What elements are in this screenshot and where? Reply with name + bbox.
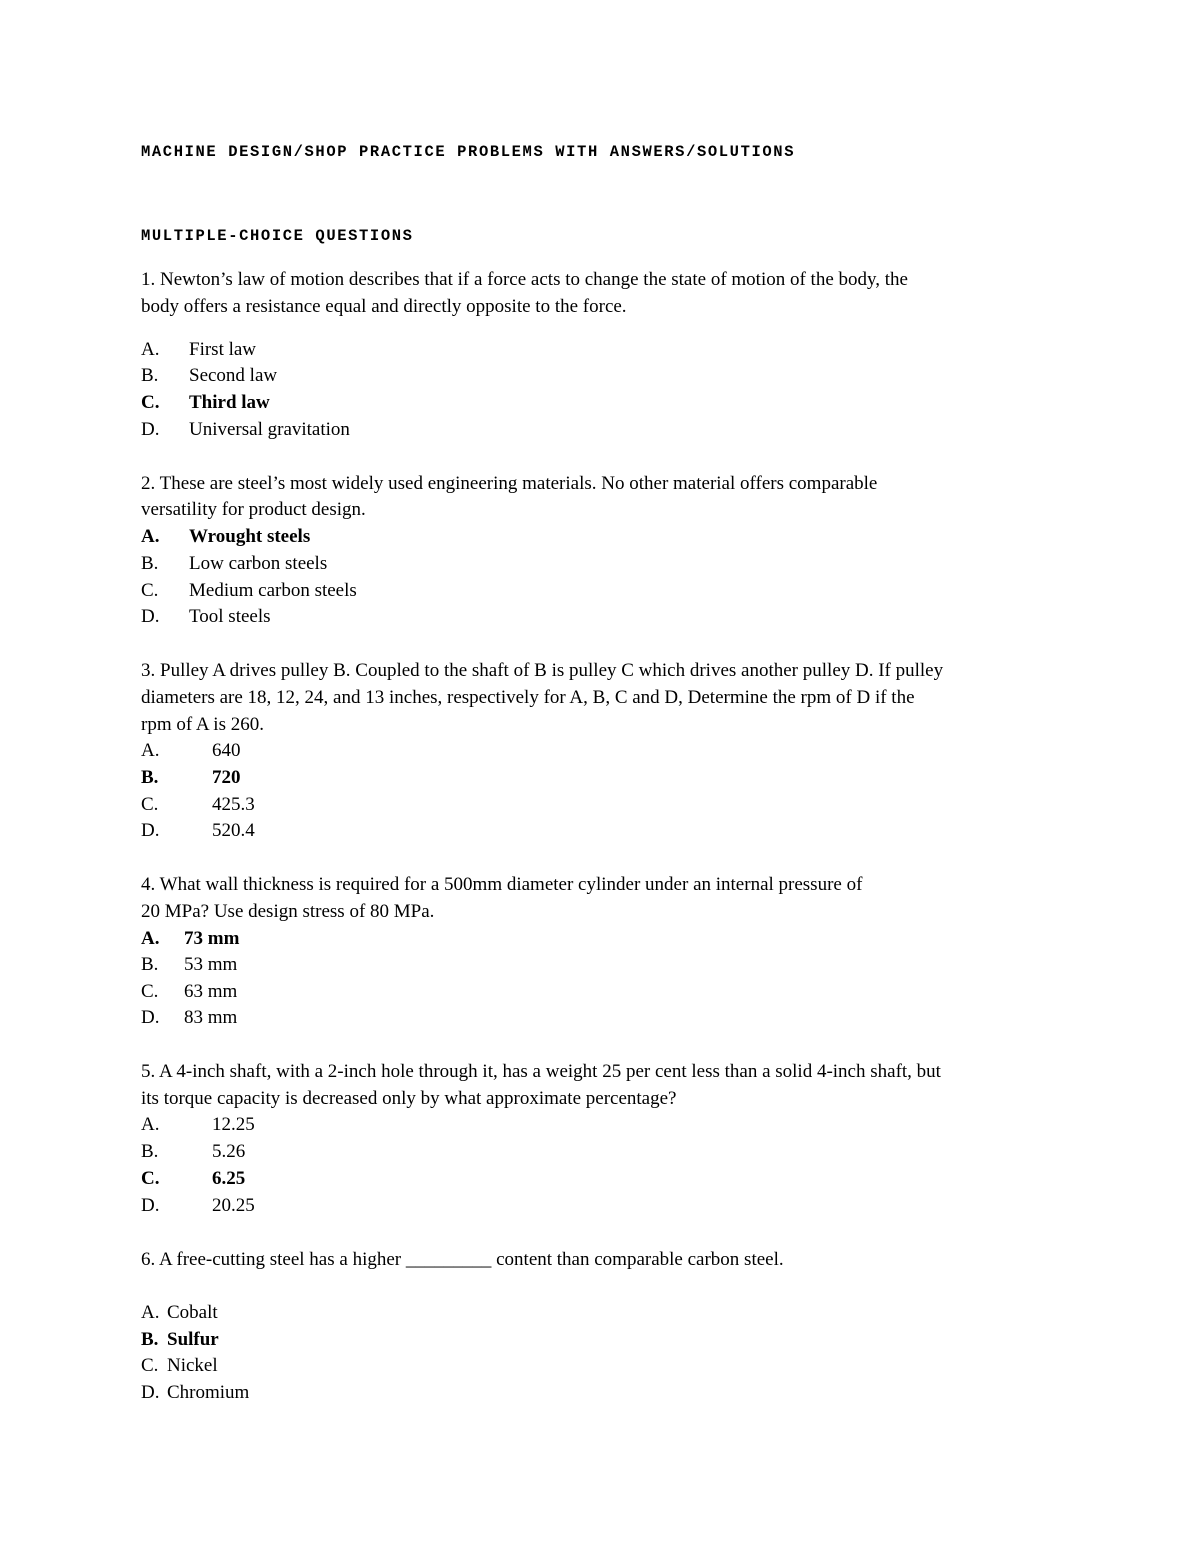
question-5-option-c-answer	[141, 1166, 245, 1192]
question-4-option-c	[141, 979, 237, 1005]
option-letter: D.	[141, 606, 160, 627]
option-text: Nickel	[167, 1355, 218, 1376]
question-4-option-d	[141, 1005, 237, 1031]
option-text: First law	[189, 339, 257, 360]
option-letter: C.	[141, 1168, 160, 1189]
option-letter: B.	[141, 1329, 159, 1350]
option-text: Universal gravitation	[189, 419, 350, 440]
option-letter: D.	[141, 1382, 160, 1403]
question-5-option-d	[141, 1193, 255, 1219]
option-text: Tool steels	[189, 606, 271, 627]
section-heading: MULTIPLE-CHOICE QUESTIONS	[141, 227, 414, 245]
option-text: 640	[212, 740, 241, 761]
option-text: 5.26	[212, 1141, 246, 1162]
question-5-option-a	[141, 1112, 255, 1138]
option-letter: A.	[141, 339, 160, 360]
question-4-option-a-answer	[141, 926, 239, 952]
question-6-option-b-answer	[141, 1327, 219, 1353]
document-title: MACHINE DESIGN/SHOP PRACTICE PROBLEMS WITH ANSWERS/SOLUTIONS	[141, 143, 796, 161]
option-text: 425.3	[212, 794, 255, 815]
option-letter: C.	[141, 794, 159, 815]
question-5-line-1: 5. A 4-inch shaft, with a 2-inch hole through it, has a weight 25 per cent less than a solid 4-inch shaft, but	[141, 1061, 941, 1082]
option-text: 6.25	[212, 1168, 246, 1189]
option-letter: C.	[141, 981, 159, 1002]
question-1-option-c-answer	[141, 390, 270, 416]
question-5-line-2: its torque capacity is decreased only by what approximate percentage?	[141, 1088, 677, 1109]
question-1-option-d	[141, 417, 350, 443]
question-2-option-c	[141, 578, 357, 604]
option-letter: A.	[141, 1302, 160, 1323]
option-text: Chromium	[167, 1382, 250, 1403]
question-3-line-3: rpm of A is 260.	[141, 714, 264, 735]
option-text: 20.25	[212, 1195, 255, 1216]
option-letter: D.	[141, 1195, 160, 1216]
option-letter: C.	[141, 1355, 159, 1376]
question-1-option-a	[141, 337, 256, 363]
question-2-line-2: versatility for product design.	[141, 499, 366, 520]
question-3-line-1: 3. Pulley A drives pulley B. Coupled to the shaft of B is pulley C which drives another pulley D. If pulley	[141, 660, 944, 681]
option-letter: B.	[141, 954, 159, 975]
option-letter: B.	[141, 1141, 159, 1162]
option-text: Second law	[189, 365, 278, 386]
option-text: Sulfur	[167, 1329, 219, 1350]
option-letter: D.	[141, 820, 160, 841]
option-text: 63 mm	[184, 981, 238, 1002]
option-text: 12.25	[212, 1114, 255, 1135]
option-letter: C.	[141, 580, 159, 601]
question-6-option-d	[141, 1380, 249, 1406]
question-4-line-1: 4. What wall thickness is required for a 500mm diameter cylinder under an internal pressure of	[141, 874, 863, 895]
question-5-option-b	[141, 1139, 245, 1165]
question-6-option-a	[141, 1300, 218, 1326]
question-1-line-1: 1. Newton’s law of motion describes that if a force acts to change the state of motion of the body, the	[141, 269, 908, 290]
question-4-option-b	[141, 952, 237, 978]
question-6-line-1: 6. A free-cutting steel has a higher _________ content than comparable carbon steel.	[141, 1249, 784, 1270]
question-2-option-b	[141, 551, 327, 577]
question-3-option-b-answer	[141, 765, 241, 791]
option-text: Third law	[189, 392, 270, 413]
question-1-option-b	[141, 363, 277, 389]
question-4-line-2: 20 MPa? Use design stress of 80 MPa.	[141, 901, 435, 922]
question-2-option-a-answer	[141, 524, 310, 550]
option-letter: A.	[141, 526, 160, 547]
question-3-option-c	[141, 792, 255, 818]
option-text: 73 mm	[184, 928, 240, 949]
option-letter: B.	[141, 767, 159, 788]
question-6-option-c	[141, 1353, 218, 1379]
option-text: 53 mm	[184, 954, 238, 975]
option-letter: C.	[141, 392, 160, 413]
option-text: 520.4	[212, 820, 255, 841]
option-letter: A.	[141, 1114, 160, 1135]
option-text: Cobalt	[167, 1302, 218, 1323]
option-letter: D.	[141, 1007, 160, 1028]
question-3-option-a	[141, 738, 241, 764]
option-letter: D.	[141, 419, 160, 440]
option-letter: B.	[141, 553, 159, 574]
option-letter: A.	[141, 740, 160, 761]
question-2-line-1: 2. These are steel’s most widely used engineering materials. No other material offers comparable	[141, 473, 878, 494]
option-text: Wrought steels	[189, 526, 311, 547]
option-text: 83 mm	[184, 1007, 238, 1028]
option-text: 720	[212, 767, 241, 788]
option-letter: A.	[141, 928, 160, 949]
option-letter: B.	[141, 365, 159, 386]
question-1-line-2: body offers a resistance equal and directly opposite to the force.	[141, 296, 627, 317]
question-3-option-d	[141, 818, 255, 844]
question-2-option-d	[141, 604, 271, 630]
question-3-line-2: diameters are 18, 12, 24, and 13 inches, respectively for A, B, C and D, Determine the rpm of D if the	[141, 687, 915, 708]
option-text: Low carbon steels	[189, 553, 328, 574]
option-text: Medium carbon steels	[189, 580, 357, 601]
